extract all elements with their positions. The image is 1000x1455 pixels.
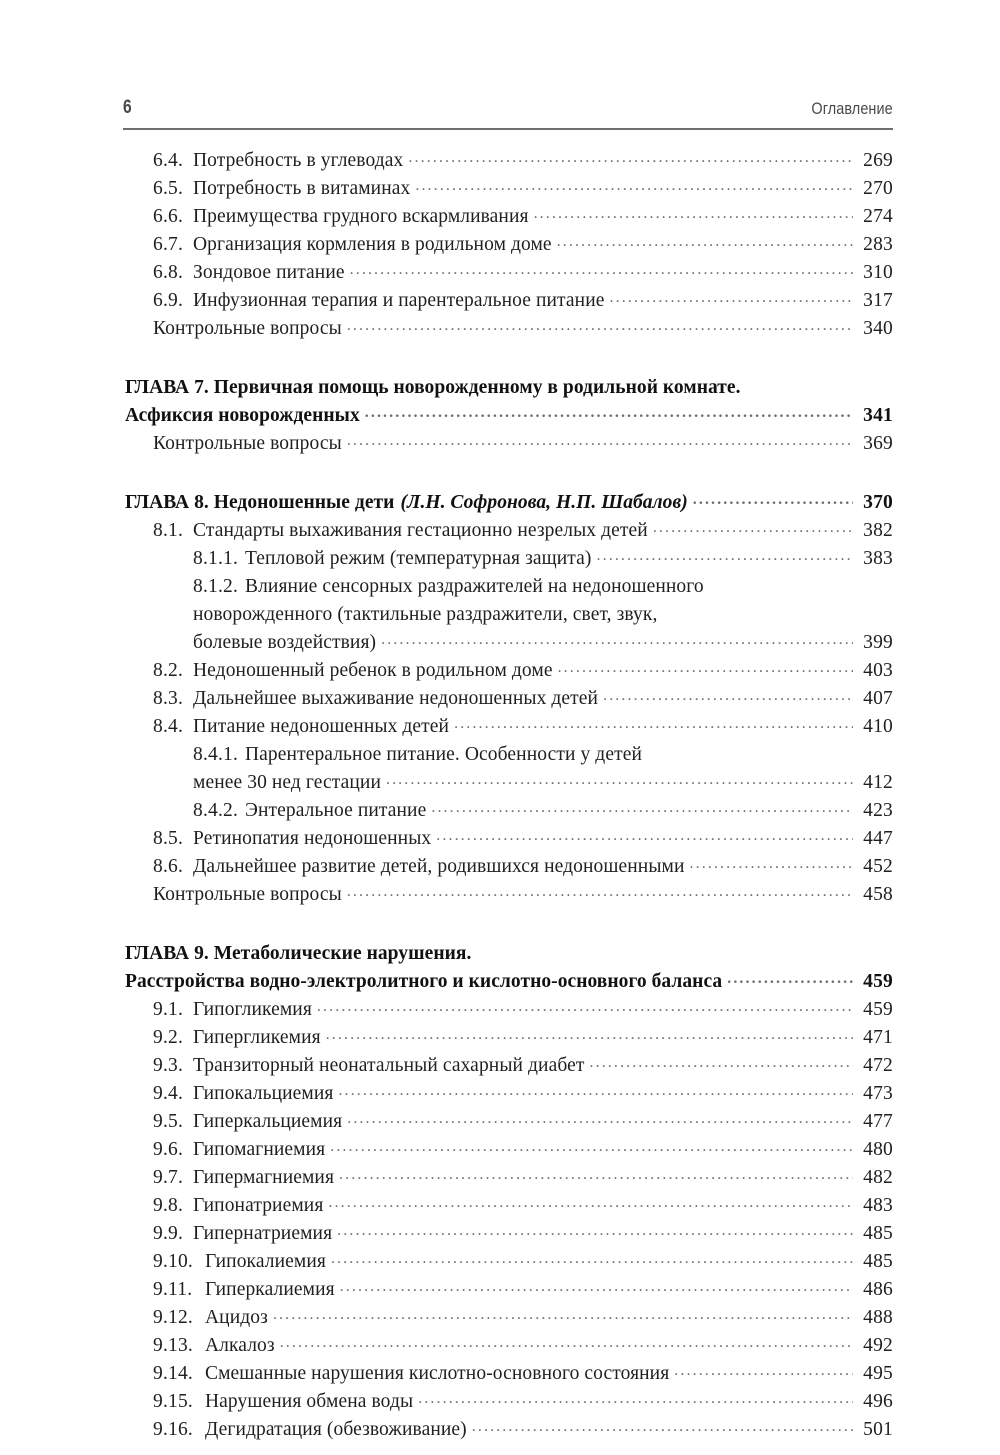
toc-entry[interactable] [123, 853, 893, 881]
entry-number: 9.3. [153, 1055, 184, 1076]
entry-title: Гипокалиемия [205, 1251, 326, 1272]
leader-dots [339, 1161, 853, 1189]
chapter-page: 341 [863, 405, 893, 426]
toc-entry[interactable] [123, 1360, 893, 1388]
entry-title: Ацидоз [205, 1307, 268, 1328]
leader-dots [386, 766, 853, 794]
entry-page: 412 [863, 772, 893, 793]
entry-title: менее 30 нед гестации [193, 772, 381, 793]
entry-page: 486 [863, 1279, 893, 1300]
header-rule [123, 128, 893, 130]
entry-number: 6.9. [153, 290, 184, 311]
entry-number: 6.5. [153, 178, 184, 199]
leader-dots [693, 486, 853, 514]
toc-entry[interactable] [123, 1304, 893, 1332]
entry-page: 458 [863, 884, 893, 905]
toc-entry[interactable] [123, 175, 893, 203]
leader-dots [597, 542, 853, 570]
entry-page: 310 [863, 262, 893, 283]
leader-dots [415, 172, 853, 200]
toc-entry-continuation [123, 601, 893, 629]
entry-page: 270 [863, 178, 893, 199]
entry-title: Гипергликемия [193, 1027, 321, 1048]
entry-number: 8.4.1. [193, 744, 239, 765]
entry-title: новорожденного (тактильные раздражители, свет, звук, [193, 604, 658, 625]
entry-page: 369 [863, 433, 893, 454]
running-head [123, 98, 893, 117]
toc-entry-continuation[interactable] [123, 629, 893, 657]
leader-dots [408, 144, 853, 172]
toc-entry[interactable] [123, 287, 893, 315]
toc-entry[interactable] [123, 1332, 893, 1360]
entry-page: 483 [863, 1195, 893, 1216]
entry-page: 340 [863, 318, 893, 339]
entry-title: Гипонатриемия [193, 1195, 324, 1216]
toc-section-chapter-7 [123, 374, 893, 458]
entry-title: Смешанные нарушения кислотно-основного состояния [205, 1363, 670, 1384]
entry-title: Стандарты выхаживания гестационно незрелых детей [193, 520, 648, 541]
entry-title: Транзиторный неонатальный сахарный диабет [193, 1055, 585, 1076]
toc-entry[interactable] [123, 1164, 893, 1192]
toc-entry[interactable] [123, 1220, 893, 1248]
toc-entry[interactable] [123, 1108, 893, 1136]
entry-page: 492 [863, 1335, 893, 1356]
leader-dots [454, 710, 853, 738]
toc-entry[interactable] [123, 657, 893, 685]
entry-title: Инфузионная терапия и парентеральное питание [193, 290, 605, 311]
running-title: Оглавление [811, 99, 893, 118]
leader-dots [472, 1413, 853, 1441]
toc-section-chapter-6 [123, 147, 893, 343]
entry-page: 495 [863, 1363, 893, 1384]
entry-title: Парентеральное питание. Особенности у детей [245, 744, 642, 765]
entry-title: Питание недоношенных детей [193, 716, 450, 737]
leader-dots [337, 1217, 853, 1245]
entry-title: Алкалоз [205, 1335, 275, 1356]
entry-number: 8.1. [153, 520, 184, 541]
entry-page: 488 [863, 1307, 893, 1328]
chapter-heading-line[interactable] [123, 968, 893, 996]
entry-number: 9.11. [153, 1279, 193, 1300]
chapter-page: 370 [863, 492, 893, 513]
toc-entry[interactable] [123, 1192, 893, 1220]
leader-dots [347, 427, 853, 455]
entry-page: 403 [863, 660, 893, 681]
entry-title: Нарушения обмена воды [205, 1391, 414, 1412]
entry-title: Дальнейшее развитие детей, родившихся недоношенными [193, 856, 685, 877]
entry-number: 9.13. [153, 1335, 193, 1356]
toc-entry[interactable] [123, 996, 893, 1024]
leader-dots [418, 1385, 853, 1413]
leader-dots [436, 822, 853, 850]
toc-entry[interactable] [123, 825, 893, 853]
entry-page: 317 [863, 290, 893, 311]
entry-title: Ретинопатия недоношенных [193, 828, 432, 849]
entry-page: 477 [863, 1111, 893, 1132]
entry-title: Гипермагниемия [193, 1167, 335, 1188]
entry-number: 8.4. [153, 716, 184, 737]
leader-dots [273, 1301, 853, 1329]
entry-page: 274 [863, 206, 893, 227]
entry-page: 473 [863, 1083, 893, 1104]
entry-page: 480 [863, 1139, 893, 1160]
toc-entry[interactable] [123, 1080, 893, 1108]
entry-number: 9.15. [153, 1391, 193, 1412]
entry-title: Организация кормления в родильном доме [193, 234, 552, 255]
entry-title: Энтеральное питание [245, 800, 427, 821]
toc-entry[interactable] [123, 1416, 893, 1444]
entry-title: Дегидратация (обезвоживание) [205, 1419, 467, 1440]
entry-number: 9.10. [153, 1251, 193, 1272]
entry-title: Дальнейшее выхаживание недоношенных детей [193, 688, 599, 709]
toc-entry[interactable] [123, 573, 893, 601]
entry-title: Гиперкалиемия [205, 1279, 335, 1300]
entry-number: 8.4.2. [193, 800, 239, 821]
entry-page: 472 [863, 1055, 893, 1076]
entry-page: 382 [863, 520, 893, 541]
chapter-title: Расстройства водно-электролитного и кислотно-основного баланса [125, 971, 723, 992]
leader-dots [350, 256, 853, 284]
entry-number: 9.12. [153, 1307, 193, 1328]
entry-number: 9.4. [153, 1083, 184, 1104]
leader-dots [603, 682, 853, 710]
entry-title: Потребность в углеводах [193, 150, 404, 171]
entry-page: 485 [863, 1251, 893, 1272]
entry-number: 9.7. [153, 1167, 184, 1188]
entry-number: 8.3. [153, 688, 184, 709]
section-gap [123, 343, 893, 374]
entry-number: 8.1.1. [193, 548, 239, 569]
toc-entry[interactable] [123, 203, 893, 231]
chapter-authors: (Л.Н. Софронова, Н.П. Шабалов) [400, 492, 688, 513]
leader-dots [610, 284, 853, 312]
leader-dots [727, 965, 853, 993]
section-gap [123, 909, 893, 940]
toc-entry[interactable] [123, 1052, 893, 1080]
entry-page: 283 [863, 234, 893, 255]
toc-entry-continuation[interactable] [123, 769, 893, 797]
entry-title: Гипогликемия [193, 999, 312, 1020]
entry-title: Преимущества грудного вскармливания [193, 206, 529, 227]
entry-title: Контрольные вопросы [153, 884, 342, 905]
toc-entry[interactable] [123, 147, 893, 175]
entry-number: 6.6. [153, 206, 184, 227]
leader-dots [674, 1357, 853, 1385]
entry-number: 6.4. [153, 150, 184, 171]
entry-number: 9.14. [153, 1363, 193, 1384]
entry-number: 8.5. [153, 828, 184, 849]
entry-page: 459 [863, 999, 893, 1020]
entry-number: 6.7. [153, 234, 184, 255]
entry-page: 471 [863, 1027, 893, 1048]
toc-section-chapter-9 [123, 940, 893, 1444]
chapter-heading-line[interactable] [123, 489, 893, 517]
toc-entry[interactable] [123, 741, 893, 769]
leader-dots [690, 850, 853, 878]
entry-title: Контрольные вопросы [153, 318, 342, 339]
entry-number: 9.5. [153, 1111, 184, 1132]
leader-dots [338, 1077, 853, 1105]
toc-section-chapter-8 [123, 489, 893, 909]
entry-page: 485 [863, 1223, 893, 1244]
leader-dots [431, 794, 853, 822]
entry-page: 482 [863, 1167, 893, 1188]
toc-entry[interactable] [123, 545, 893, 573]
toc-entry[interactable] [123, 1276, 893, 1304]
chapter-heading-line[interactable] [123, 374, 893, 402]
toc-entry[interactable] [123, 231, 893, 259]
entry-page: 407 [863, 688, 893, 709]
leader-dots [347, 312, 853, 340]
entry-number: 9.9. [153, 1223, 184, 1244]
toc-entry-control-questions[interactable] [123, 430, 893, 458]
toc-entry[interactable] [123, 1248, 893, 1276]
entry-number: 8.6. [153, 856, 184, 877]
entry-title: Потребность в витаминах [193, 178, 411, 199]
toc-entry[interactable] [123, 1388, 893, 1416]
entry-number: 9.16. [153, 1419, 193, 1440]
entry-page: 423 [863, 800, 893, 821]
chapter-heading-line[interactable] [123, 402, 893, 430]
leader-dots [347, 878, 853, 906]
leader-dots [557, 228, 853, 256]
entry-title: Зондовое питание [193, 262, 345, 283]
leader-dots [381, 626, 853, 654]
toc-entry[interactable] [123, 685, 893, 713]
entry-title: Гиперкальциемия [193, 1111, 343, 1132]
leader-dots [330, 1133, 853, 1161]
chapter-title: ГЛАВА 7. Первичная помощь новорожденному в родильной комнате. [125, 377, 741, 398]
toc-entry-control-questions[interactable] [123, 315, 893, 343]
toc-entry[interactable] [123, 1136, 893, 1164]
chapter-title: ГЛАВА 9. Метаболические нарушения. [125, 943, 472, 964]
toc-entry[interactable] [123, 517, 893, 545]
leader-dots [347, 1105, 853, 1133]
leader-dots [534, 200, 853, 228]
leader-dots [328, 1189, 853, 1217]
entry-page: 269 [863, 150, 893, 171]
toc-entry[interactable] [123, 713, 893, 741]
entry-number: 9.8. [153, 1195, 184, 1216]
entry-title: Влияние сенсорных раздражителей на недоношенного [245, 576, 704, 597]
toc-entry-control-questions[interactable] [123, 881, 893, 909]
toc-entry[interactable] [123, 1024, 893, 1052]
leader-dots [280, 1329, 853, 1357]
entry-number: 6.8. [153, 262, 184, 283]
chapter-heading-line[interactable] [123, 940, 893, 968]
entry-number: 8.2. [153, 660, 184, 681]
entry-number: 9.1. [153, 999, 184, 1020]
leader-dots [317, 993, 853, 1021]
table-of-contents [123, 147, 893, 1444]
leader-dots [365, 399, 853, 427]
toc-entry[interactable] [123, 259, 893, 287]
entry-page: 452 [863, 856, 893, 877]
entry-title: Гипернатриемия [193, 1223, 333, 1244]
entry-title: Недоношенный ребенок в родильном доме [193, 660, 553, 681]
entry-title: Тепловой режим (температурная защита) [245, 548, 592, 569]
entry-page: 410 [863, 716, 893, 737]
entry-title: Гипомагниемия [193, 1139, 326, 1160]
entry-page: 383 [863, 548, 893, 569]
entry-number: 9.6. [153, 1139, 184, 1160]
entry-page: 496 [863, 1391, 893, 1412]
chapter-page: 459 [863, 971, 893, 992]
entry-number: 8.1.2. [193, 576, 239, 597]
leader-dots [326, 1021, 853, 1049]
leader-dots [331, 1245, 853, 1273]
entry-number: 9.2. [153, 1027, 184, 1048]
leader-dots [340, 1273, 853, 1301]
entry-page: 399 [863, 632, 893, 653]
entry-page: 447 [863, 828, 893, 849]
leader-dots [558, 654, 853, 682]
entry-title: Контрольные вопросы [153, 433, 342, 454]
chapter-title: ГЛАВА 8. Недоношенные дети [125, 492, 395, 513]
entry-page: 501 [863, 1419, 893, 1440]
page-number: 6 [123, 97, 132, 118]
toc-entry[interactable] [123, 797, 893, 825]
chapter-title: Асфиксия новорожденных [125, 405, 360, 426]
section-gap [123, 458, 893, 489]
leader-dots [653, 514, 853, 542]
entry-title: Гипокальциемия [193, 1083, 334, 1104]
entry-title: болевые воздействия) [193, 632, 377, 653]
leader-dots [590, 1049, 854, 1077]
